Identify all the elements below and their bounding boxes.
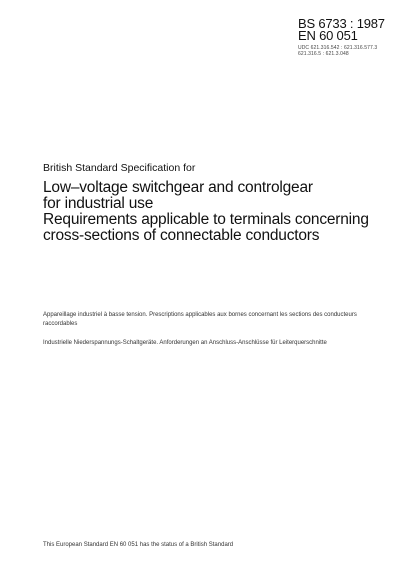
udc-line-2: 621.316.5 : 621.3.048 — [298, 51, 349, 57]
standard-number: BS 6733 : 1987 — [298, 16, 385, 31]
title-line: for industrial use — [43, 195, 154, 212]
title-line: Low–voltage switchgear and controlgear — [43, 179, 313, 196]
title-line: Requirements applicable to terminals concerning — [43, 211, 369, 228]
status-footnote: This European Standard EN 60 051 has the status of a British Standard — [43, 542, 234, 548]
en-number: EN 60 051 — [298, 28, 358, 43]
specification-label: British Standard Specification for — [43, 162, 196, 174]
standard-identifier-block — [298, 18, 408, 57]
french-title: Appareillage industriel à basse tension. Prescriptions applicables aux bornes concernant les sections des conducteurs raccordables — [43, 312, 357, 327]
title-line: cross-sections of connectable conductors — [43, 227, 320, 244]
document-title — [43, 180, 405, 244]
german-title: Industrielle Niederspannungs-Schaltgeräte. Anforderungen an Anschluss-Anschlüsse für Leiterquerschnitte — [43, 340, 327, 346]
udc-line-1: UDC 621.316.542 : 621.316.577.3 — [298, 45, 378, 51]
